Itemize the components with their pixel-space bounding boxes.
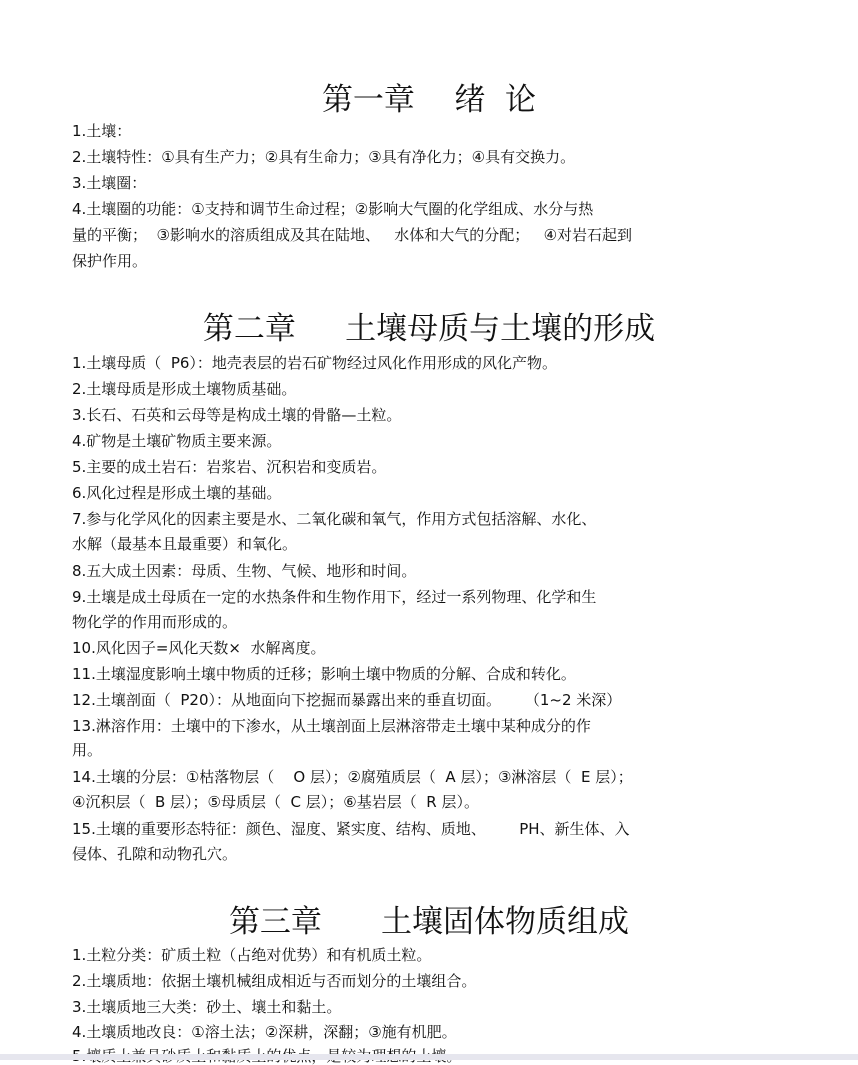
ch1-item-4: 4.土壤圈的功能：①支持和调节生命过程；②影响大气圈的化学组成、水分与热 xyxy=(72,200,594,218)
ch2-item-11: 11.土壤湿度影响土壤中物质的迁移；影响土壤中物质的分解、合成和转化。 xyxy=(72,665,576,683)
ch2-item-15: 15.土壤的重要形态特征：颜色、湿度、紧实度、结构、质地、 PH、新生体、入 xyxy=(72,820,630,838)
ch1-item-1: 1.土壤： xyxy=(72,122,132,140)
ch2-item-8: 8.五大成土因素：母质、生物、气候、地形和时间。 xyxy=(72,562,417,580)
chapter-1-title: 第一章 绪 论 xyxy=(321,82,537,118)
ch2-item-6: 6.风化过程是形成土壤的基础。 xyxy=(72,484,282,502)
chapter-2-title: 第二章 土壤母质与土壤的形成 xyxy=(202,311,656,347)
ch2-item-14: 14.土壤的分层：①枯落物层（ O 层）；②腐殖质层（ A 层）；③淋溶层（ E 层）； xyxy=(72,768,633,786)
ch1-item-2: 2.土壤特性：①具有生产力；②具有生命力；③具有净化力；④具有交换力。 xyxy=(72,148,576,166)
ch2-item-12: 12.土壤剖面（ P20）：从地面向下挖掘而暴露出来的垂直切面。 （1~2 米深） xyxy=(72,691,622,709)
ch3-item-2: 2.土壤质地：依据土壤机械组成相近与否而划分的土壤组合。 xyxy=(72,972,477,990)
ch2-item-7: 7.参与化学风化的因素主要是水、二氧化碳和氧气，作用方式包括溶解、水化、 xyxy=(72,510,597,528)
ch2-item-13: 13.淋溶作用：土壤中的下渗水，从土壤剖面上层淋溶带走土壤中某种成分的作 xyxy=(72,717,591,735)
page-bottom-edge xyxy=(0,1054,858,1060)
ch2-item-5: 5.主要的成土岩石：岩浆岩、沉积岩和变质岩。 xyxy=(72,458,387,476)
ch1-item-4-cont: 量的平衡； ③影响水的溶质组成及其在陆地、 水体和大气的分配； ④对岩石起到 xyxy=(72,226,633,244)
ch3-item-1: 1.土粒分类：矿质土粒（占绝对优势）和有机质土粒。 xyxy=(72,946,432,964)
ch3-item-3: 3.土壤质地三大类：砂土、壤土和黏土。 xyxy=(72,998,342,1016)
ch1-item-3: 3.土壤圈： xyxy=(72,174,147,192)
ch1-item-4-cont: 保护作用。 xyxy=(72,252,148,270)
ch2-item-2: 2.土壤母质是形成土壤物质基础。 xyxy=(72,380,297,398)
ch2-item-9-cont: 物化学的作用而形成的。 xyxy=(72,613,238,631)
ch2-item-15-cont: 侵体、孔隙和动物孔穴。 xyxy=(72,845,238,863)
ch2-item-3: 3.长石、石英和云母等是构成土壤的骨骼—土粒。 xyxy=(72,406,402,424)
chapter-3-title: 第三章 土壤固体物质组成 xyxy=(228,904,630,940)
ch2-item-13-cont: 用。 xyxy=(72,741,103,759)
ch3-item-4: 4.土壤质地改良：①溶土法；②深耕，深翻；③施有机肥。 xyxy=(72,1023,457,1041)
ch2-item-14-cont: ④沉积层（ B 层）；⑤母质层（ C 层）；⑥基岩层（ R 层）。 xyxy=(72,793,479,811)
ch2-item-10: 10.风化因子=风化天数× 水解离度。 xyxy=(72,639,326,657)
ch2-item-7-cont: 水解（最基本且最重要）和氧化。 xyxy=(72,535,298,553)
ch2-item-9: 9.土壤是成土母质在一定的水热条件和生物作用下，经过一系列物理、化学和生 xyxy=(72,588,597,606)
ch2-item-4: 4.矿物是土壤矿物质主要来源。 xyxy=(72,432,282,450)
ch2-item-1: 1.土壤母质（ P6）：地壳表层的岩石矿物经过风化作用形成的风化产物。 xyxy=(72,354,557,372)
